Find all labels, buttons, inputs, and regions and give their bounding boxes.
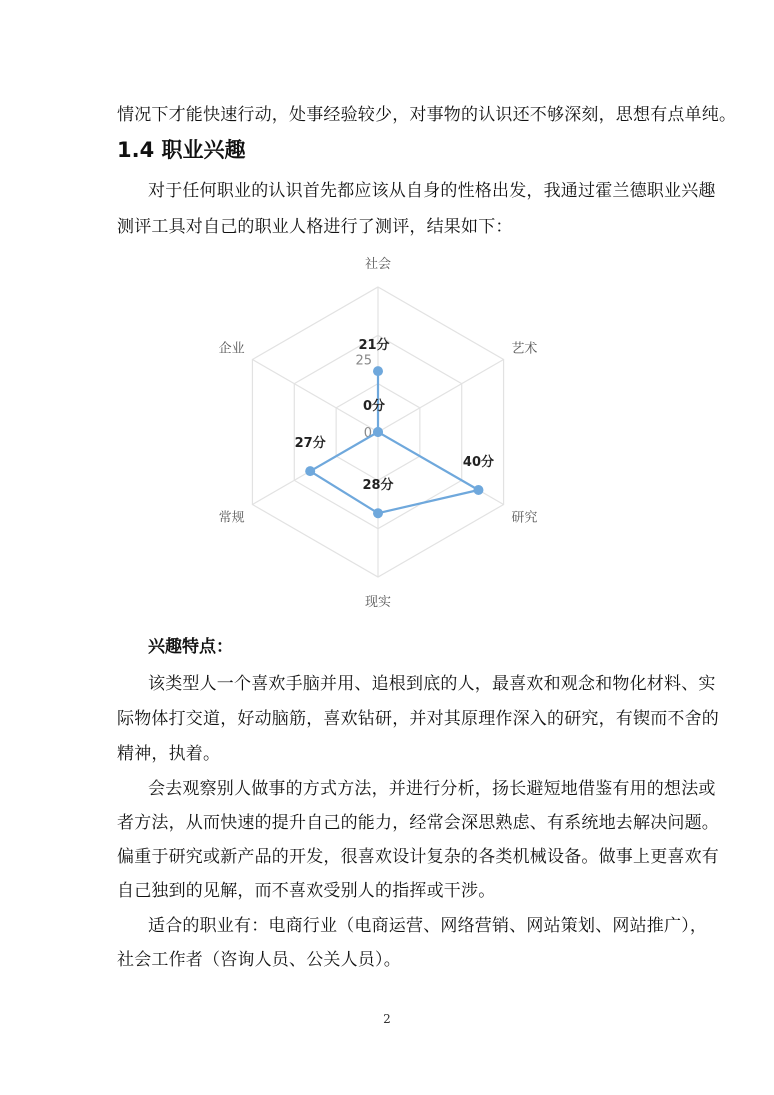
radar-axis-label: 现实: [364, 595, 392, 610]
radar-point: [373, 366, 383, 376]
paragraph-line: 测评工具对自己的职业人格进行了测评，结果如下：: [117, 217, 513, 237]
page-number: 2: [383, 1012, 391, 1026]
paragraph-line: 该类型人一个喜欢手脑并用、追根到底的人，最喜欢和观念和物化材料、实: [148, 674, 716, 694]
radar-point: [373, 508, 383, 518]
paragraph-line: 者方法，从而快速的提升自己的能力，经常会深思熟虑、有系统地去解决问题。: [117, 813, 719, 833]
feature-title: 兴趣特点：: [148, 637, 233, 657]
paragraph-line: 社会工作者（咨询人员、公关人员）。: [117, 950, 401, 970]
paragraph-line: 情况下才能快速行动，处事经验较少，对事物的认识还不够深刻，思想有点单纯。: [117, 105, 737, 125]
radar-value-label: 21分: [358, 338, 390, 354]
radar-spoke: [252, 360, 378, 433]
radar-value-label: 40分: [462, 455, 495, 470]
paragraph-line: 会去观察别人做事的方式方法，并进行分析，扬长避短地借鉴有用的想法或: [148, 779, 716, 799]
paragraph-line: 偏重于研究或新产品的开发，很喜欢设计复杂的各类机械设备。做事上更喜欢有: [117, 847, 719, 867]
radar-axis-label: 艺术: [511, 341, 538, 357]
radar-axis-label: 企业: [218, 341, 245, 357]
radar-point: [305, 466, 315, 476]
radar-value-label: 0分: [362, 399, 386, 414]
section-title: 1.4 职业兴趣: [117, 138, 246, 162]
radar-series: [305, 366, 483, 518]
radar-value-label: 27分: [294, 436, 326, 452]
radar-tick-label: 0: [363, 426, 372, 441]
radar-point: [473, 485, 483, 495]
radar-value-label: 28分: [362, 478, 394, 494]
paragraph-line: 适合的职业有：电商行业（电商运营、网络营销、网站策划、网站推广），: [148, 916, 708, 936]
radar-tick-labels: [355, 354, 372, 442]
radar-axis-label: 常规: [218, 510, 245, 526]
radar-point: [373, 427, 383, 437]
radar-chart: [190, 257, 570, 610]
radar-tick-label: 25: [355, 353, 372, 369]
radar-value-labels: [295, 337, 494, 493]
paragraph-line: 际物体打交道，好动脑筋，喜欢钻研，并对其原理作深入的研究，有锲而不舍的: [117, 709, 719, 729]
radar-spoke: [378, 360, 504, 433]
paragraph-line: 对于任何职业的认识首先都应该从自身的性格出发，我通过霍兰德职业兴趣: [148, 181, 716, 201]
radar-axis-label: 社会: [364, 257, 392, 272]
paragraph-line: 精神，执着。: [117, 744, 221, 764]
paragraph-line: 自己独到的见解，而不喜欢受别人的指挥或干涉。: [117, 881, 496, 901]
radar-axis-label: 研究: [511, 510, 538, 526]
